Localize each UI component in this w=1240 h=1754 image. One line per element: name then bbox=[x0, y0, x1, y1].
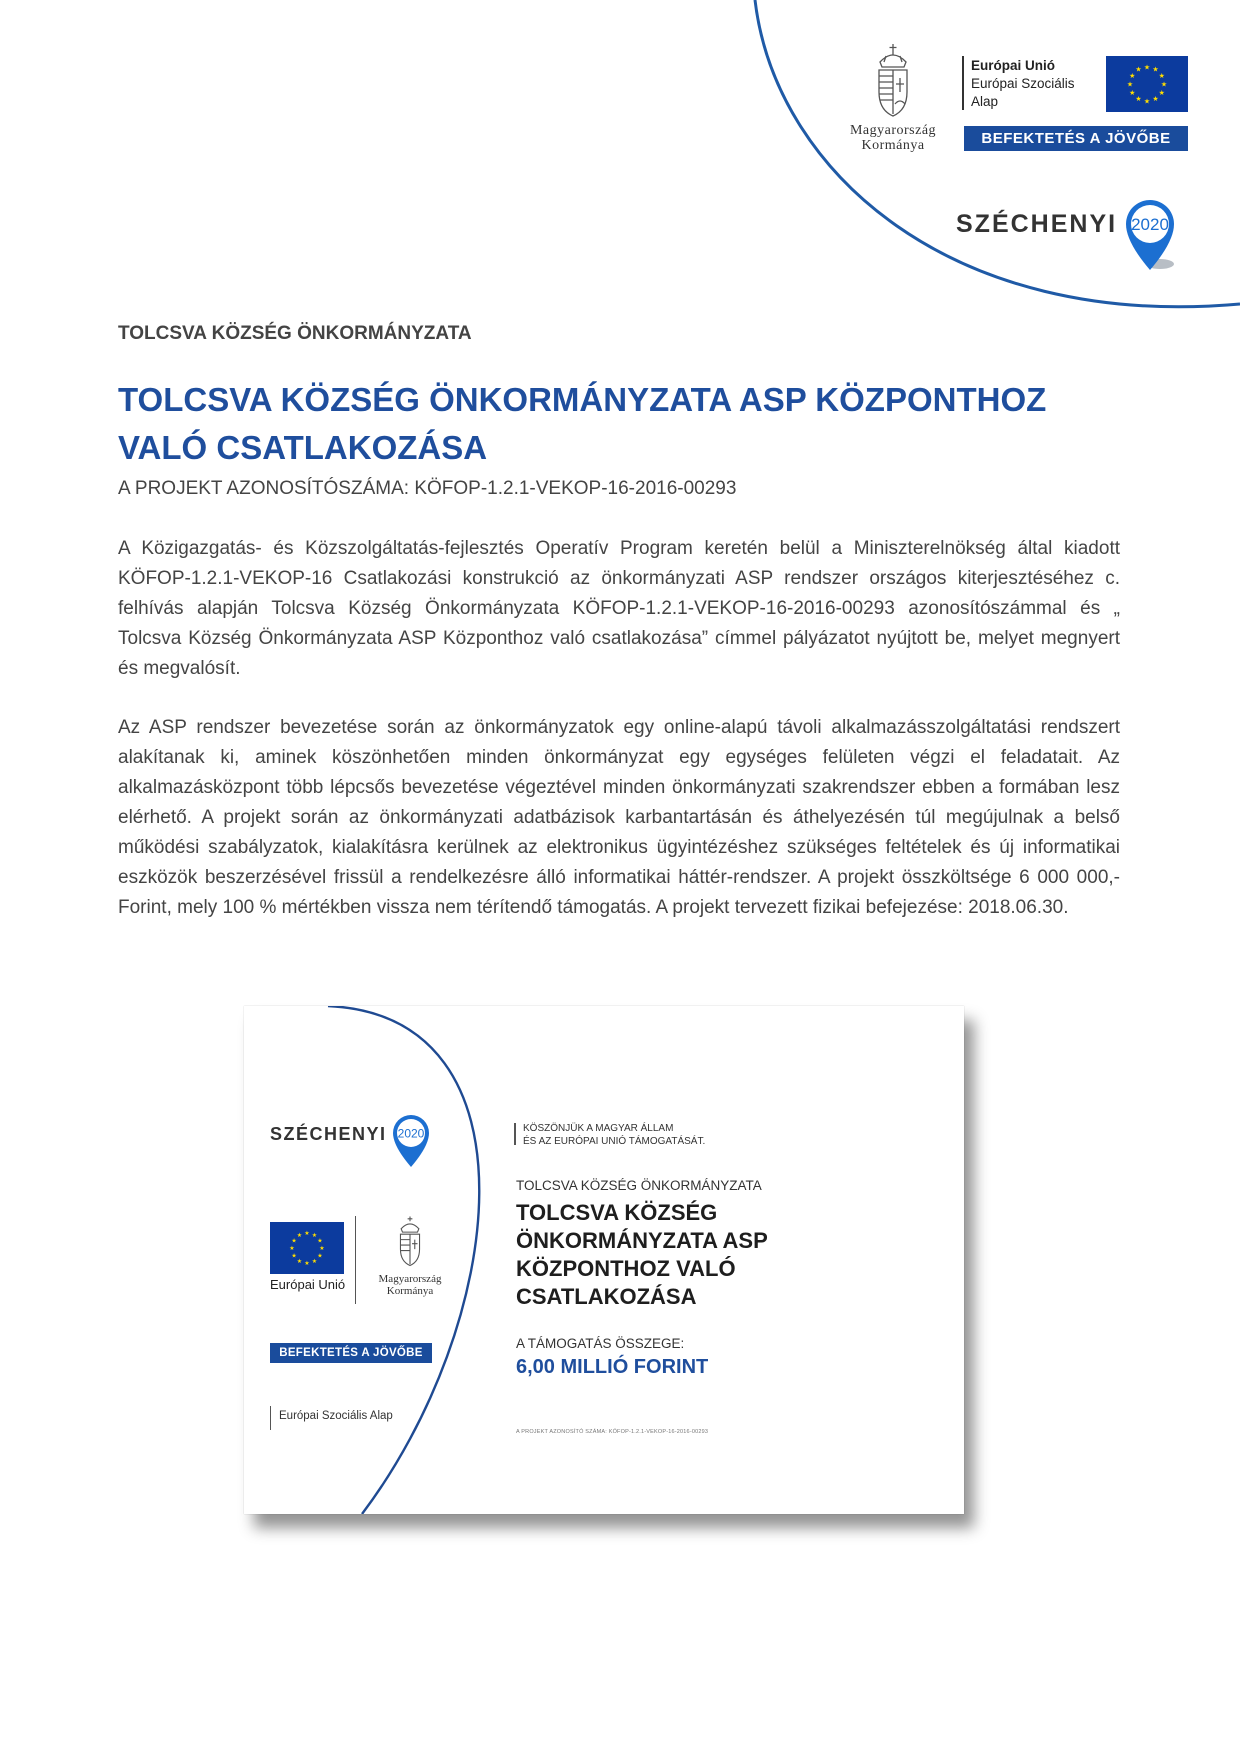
page-title bbox=[118, 376, 1108, 472]
project-id: A PROJEKT AZONOSÍTÓSZÁMA: KÖFOP-1.2.1-VEKOP-16-2016-00293 bbox=[118, 478, 737, 499]
poster-amount-label: A TÁMOGATÁS ÖSSZEGE: bbox=[516, 1336, 685, 1351]
eu-star-icon: ★ bbox=[1152, 96, 1159, 104]
eu-star-icon: ★ bbox=[1158, 89, 1165, 97]
poster-coat-of-arms-icon bbox=[395, 1214, 425, 1268]
invest-in-future-banner: BEFEKTETÉS A JÖVŐBE bbox=[964, 126, 1188, 151]
government-logo bbox=[834, 42, 952, 153]
poster-eu-label: Európai Unió bbox=[270, 1277, 346, 1292]
poster-eu-flag-icon bbox=[270, 1222, 344, 1274]
poster-thanks-divider bbox=[514, 1123, 516, 1145]
eu-star-icon: ★ bbox=[304, 1231, 310, 1238]
eu-star-icon: ★ bbox=[289, 1246, 295, 1253]
eu-star-icon: ★ bbox=[317, 1253, 323, 1260]
body-paragraph-1: A Közigazgatás- és Közszolgáltatás-fejlesztés Operatív Program keretén belül a Miniszterelnökség által kiadott KÖFOP-1.2.1-VEKOP-16 Csatlakozási konstrukció az önkormányzati ASP rendszer országos kiterjesztéséhez c. felhívás alapján Tolcsva Község Önkormányzata KÖFOP-1.2.1-VEKOP-16-2016-00293 azonosítószámmal és „ Tolcsva Község Önkormányzata ASP Központhoz való csatlakozása” címmel pályázatot nyújtott be, melyet megnyert és megvalósít. bbox=[118, 538, 1120, 679]
poster-szechenyi-word: SZÉCHENYI bbox=[270, 1124, 387, 1144]
poster-title-line2: ÖNKORMÁNYZATA ASP bbox=[516, 1228, 768, 1253]
eu-star-icon: ★ bbox=[296, 1259, 303, 1266]
organization-name: TOLCSVA KÖZSÉG ÖNKORMÁNYZATA bbox=[118, 323, 472, 344]
eu-star-icon: ★ bbox=[291, 1238, 297, 1245]
funding-poster bbox=[244, 1006, 964, 1514]
eu-star-icon: ★ bbox=[1160, 81, 1168, 89]
eu-flag-icon bbox=[1106, 56, 1188, 112]
page-title-line1: TOLCSVA KÖZSÉG ÖNKORMÁNYZATA ASP KÖZPONTHOZ bbox=[118, 381, 1047, 418]
eu-star-icon: ★ bbox=[296, 1233, 303, 1240]
poster-title bbox=[516, 1199, 816, 1311]
eu-star-icon: ★ bbox=[1135, 66, 1142, 74]
eu-star-icon: ★ bbox=[291, 1253, 297, 1260]
body-paragraph-2: Az ASP rendszer bevezetése során az önkormányzatok egy online-alapú távoli alkalmazásszolgáltatási rendszert alakítanak ki, aminek köszönhetően minden önkormányzat egy egységes felületen végzi el feladatait. Az alkalmazásközpont több lépcsős bevezetése végeztével minden önkormányzati szakrendszer ebben a formában lesz elérhető. A projekt során az önkormányzati adatbázisok karbantartásán és áthelyezésén túl megújulnak a belső működési szabályzatok, kialakításra kerülnek az elektronikus ügyintézéshez szükséges feltételek és új informatikai eszközök beszerzésével frissül a rendelkezésre álló informatikai háttér-rendszer. A projekt összköltsége 6 000 000,- Forint, mely 100 % mértékben vissza nem térítendő támogatás. A projekt tervezett fizikai befejezése: 2018.06.30. bbox=[118, 717, 1120, 918]
header-decorative-arc bbox=[0, 0, 1240, 340]
poster-title-line4: CSATLAKOZÁSA bbox=[516, 1284, 697, 1309]
szechenyi-year: 2020 bbox=[1131, 215, 1169, 234]
government-name-line2: Kormánya bbox=[861, 138, 925, 153]
szechenyi-2020-pin-icon bbox=[1122, 196, 1182, 274]
eu-star-icon: ★ bbox=[1129, 89, 1136, 97]
poster-esf-divider bbox=[270, 1406, 271, 1430]
eu-star-icon: ★ bbox=[1158, 72, 1165, 80]
poster-title-line3: KÖZPONTHOZ VALÓ bbox=[516, 1256, 736, 1281]
government-name-line1: Magyarország bbox=[849, 123, 937, 138]
poster-gov-line1: Magyarország bbox=[378, 1273, 442, 1285]
eu-star-icon: ★ bbox=[311, 1259, 318, 1266]
szechenyi-logo-word: SZÉCHENYI bbox=[956, 210, 1118, 238]
hungarian-coat-of-arms-icon bbox=[871, 42, 915, 118]
poster-amount: 6,00 MILLIÓ FORINT bbox=[516, 1356, 709, 1378]
poster-government-logo bbox=[362, 1214, 458, 1297]
poster-thanks-line1: KÖSZÖNJÜK A MAGYAR ÁLLAM bbox=[523, 1123, 674, 1134]
esf-name-line1: Európai Szociális bbox=[971, 76, 1075, 91]
poster-title-line1: TOLCSVA KÖZSÉG bbox=[516, 1200, 718, 1225]
eu-block-text bbox=[971, 57, 1075, 111]
poster-project-id: A PROJEKT AZONOSÍTÓ SZÁMA: KÖFOP-1.2.1-VEKOP-16-2016-00293 bbox=[516, 1429, 709, 1435]
eu-star-icon: ★ bbox=[1135, 96, 1142, 104]
eu-star-icon: ★ bbox=[311, 1233, 318, 1240]
poster-organization: TOLCSVA KÖZSÉG ÖNKORMÁNYZATA bbox=[516, 1178, 762, 1193]
poster-szechenyi-year: 2020 bbox=[397, 1126, 425, 1141]
poster-esf-label: Európai Szociális Alap bbox=[279, 1410, 393, 1422]
eu-star-icon: ★ bbox=[317, 1238, 323, 1245]
poster-thanks bbox=[523, 1122, 705, 1148]
poster-thanks-line2: ÉS AZ EURÓPAI UNIÓ TÁMOGATÁSÁT. bbox=[523, 1136, 706, 1147]
eu-star-icon: ★ bbox=[1129, 72, 1136, 80]
poster-gov-line2: Kormánya bbox=[386, 1285, 434, 1297]
eu-star-icon: ★ bbox=[1143, 64, 1151, 72]
eu-star-icon: ★ bbox=[304, 1261, 310, 1268]
eu-star-icon: ★ bbox=[319, 1246, 325, 1253]
eu-star-icon: ★ bbox=[1143, 98, 1151, 106]
poster-szechenyi-pin-icon bbox=[390, 1112, 436, 1170]
esf-name-line2: Alap bbox=[971, 94, 999, 109]
eu-star-icon: ★ bbox=[1152, 66, 1159, 74]
eu-block-divider bbox=[962, 56, 964, 110]
poster-logo-divider bbox=[355, 1216, 356, 1304]
eu-name: Európai Unió bbox=[971, 58, 1055, 73]
eu-star-icon: ★ bbox=[1126, 81, 1134, 89]
poster-invest-banner: BEFEKTETÉS A JÖVŐBE bbox=[270, 1343, 432, 1363]
page-title-line2: VALÓ CSATLAKOZÁSA bbox=[118, 429, 488, 466]
